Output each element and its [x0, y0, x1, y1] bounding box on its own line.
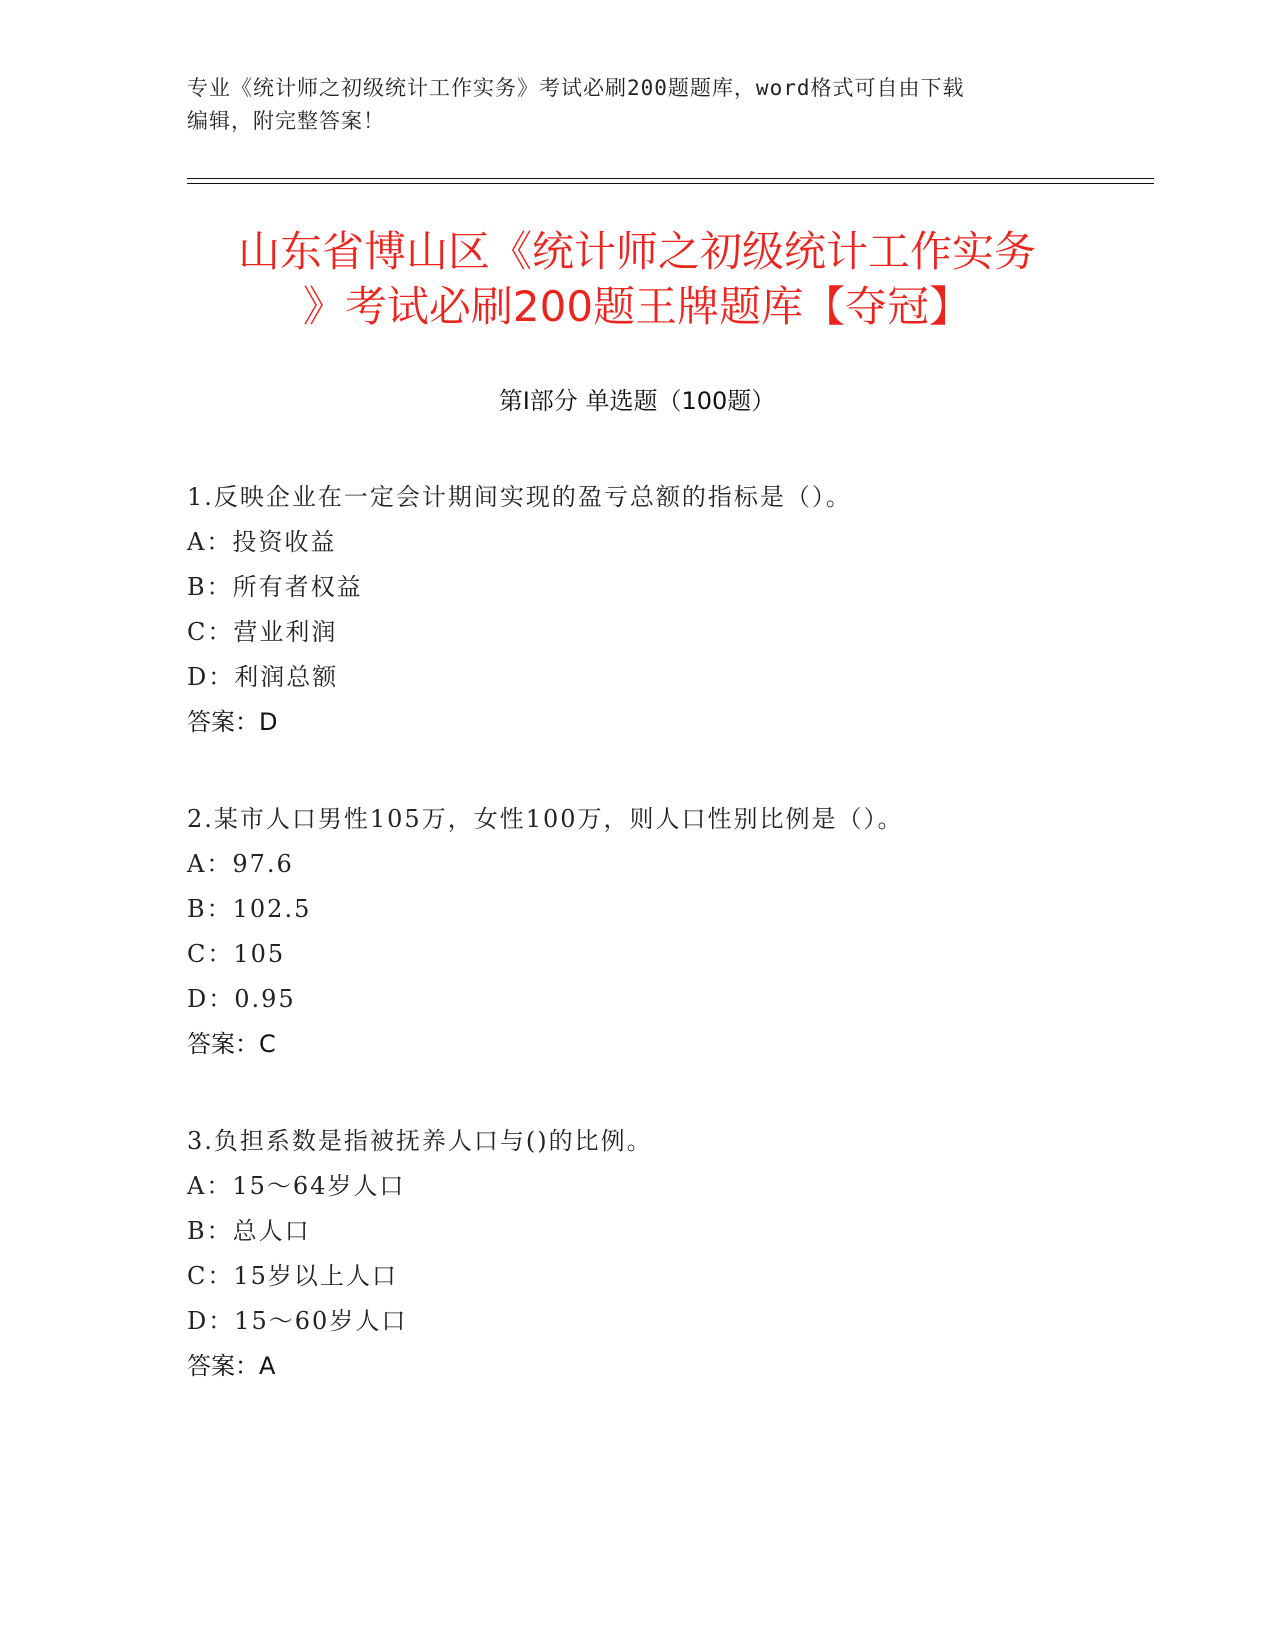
option-d: D：15～60岁人口	[187, 1307, 408, 1335]
question-3	[187, 1119, 1147, 1389]
question-stem: 2.某市人口男性105万，女性100万，则人口性别比例是（）。	[187, 805, 904, 833]
option-a: A：投资收益	[187, 528, 337, 556]
section-heading: 第Ⅰ部分 单选题（100题）	[498, 387, 776, 415]
option-b: B：总人口	[187, 1217, 311, 1245]
option-d: D：利润总额	[187, 663, 339, 691]
question-1	[187, 475, 1147, 745]
option-b: B：102.5	[187, 895, 312, 923]
document-intro	[187, 72, 1087, 138]
title-line-1: 山东省博山区《统计师之初级统计工作实务	[237, 227, 1036, 276]
answer-line: 答案：A	[187, 1352, 276, 1380]
question-stem: 1.反映企业在一定会计期间实现的盈亏总额的指标是（）。	[187, 483, 852, 511]
intro-line-2: 编辑，附完整答案！	[187, 109, 385, 133]
option-c: C：营业利润	[187, 618, 338, 646]
option-c: C：15岁以上人口	[187, 1262, 398, 1290]
title-line-2: 》考试必刷200题王牌题库【夺冠】	[302, 282, 972, 331]
option-d: D：0.95	[187, 985, 296, 1013]
answer-line: 答案：D	[187, 708, 278, 736]
question-list	[187, 475, 1147, 1441]
option-b: B：所有者权益	[187, 573, 363, 601]
option-a: A：97.6	[187, 850, 294, 878]
answer-line: 答案：C	[187, 1030, 276, 1058]
document-title	[187, 224, 1087, 334]
header-divider-top	[187, 178, 1154, 179]
question-2	[187, 797, 1147, 1067]
option-a: A：15～64岁人口	[187, 1172, 406, 1200]
option-c: C：105	[187, 940, 286, 968]
header-divider-bottom	[187, 183, 1154, 184]
question-stem: 3.负担系数是指被抚养人口与()的比例。	[187, 1127, 653, 1155]
intro-line-1: 专业《统计师之初级统计工作实务》考试必刷200题题库，word格式可自由下载	[187, 76, 965, 100]
